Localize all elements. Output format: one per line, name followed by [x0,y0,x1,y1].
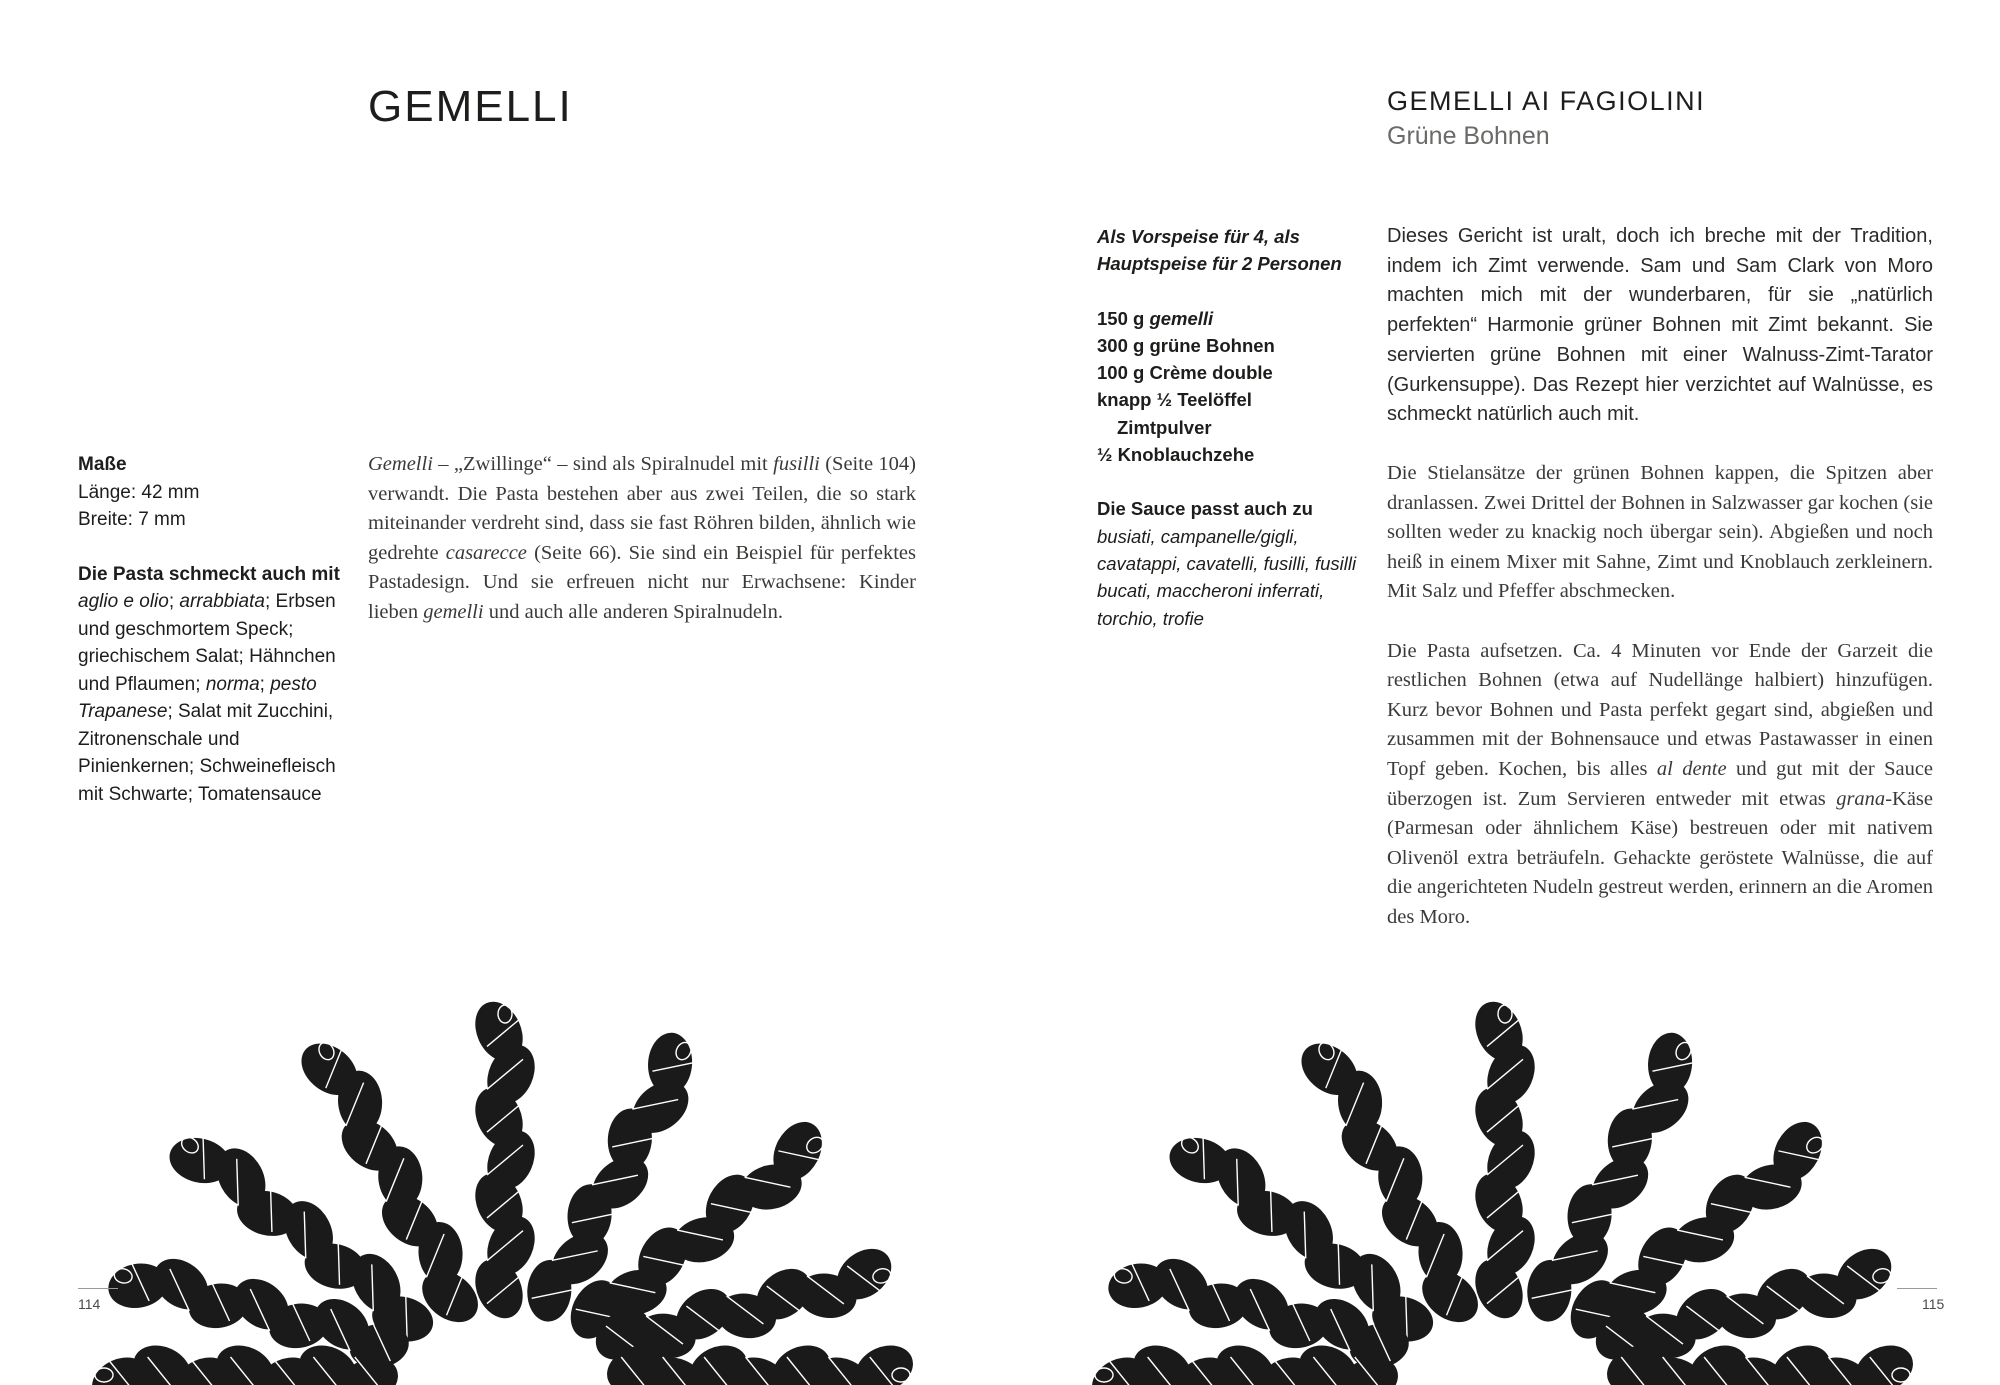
length-value: Länge: 42 mm [78,481,200,503]
right-page [1000,0,2000,1385]
page-title: GEMELLI [368,82,573,131]
page-number: 115 [1922,1296,1945,1312]
pasta-introduction [368,450,916,627]
pair-segment: norma [205,673,260,695]
pair-segment: pesto Trapanese [78,673,317,722]
pairs-heading: Die Pasta schmeckt auch mit [78,563,340,585]
intro-segment: casarecce [445,541,527,564]
intro-segment: gemelli [423,600,484,623]
gemelli-fan-illustration [1000,980,2000,1385]
intro-segment: (Seite 66). Sie sind ein Beispiel für perfektes Pastadesign. Und sie erfreuen nicht nur Erwachsene: Kinder lieben [368,541,916,623]
servings-line: Als Vorspeise für 4, als [1097,226,1300,247]
sauce-heading: Die Sauce passt auch zu [1097,498,1313,520]
pair-segment: ; Erbsen und geschmortem Speck; griechischem Salat; Hähnchen und Pflaumen; [78,591,336,695]
method-step-2: Die Pasta aufsetzen. Ca. 4 Minuten vor Ende der Garzeit die restlichen Bohnen (etwa auf Nudellänge halbiert) hinzufügen. Kurz bevor Bohnen und Pasta perfekt gegart sind, abgießen und zusammen mit der Bohnensauce und etwas Pastawasser in einen Topf geben. Kochen, bis alles al dente und gut mit der Sauce überzogen ist. Zum Servieren entweder mit etwas grana-Käse (Parmesan oder ähnlichem Käse) bestreuen oder mit nativem Olivenöl extra beträufeln. Gehackte geröstete Walnüsse, die auf die angerichteten Nudeln gestreut werden, erinnern an die Aromen des Moro. [1387,639,1934,928]
intro-segment: fusilli [773,453,820,475]
recipe-intro [1387,222,1933,430]
recipe-intro-text: Dieses Gericht ist uralt, doch ich breche mit der Tradition, indem ich Zimt verwende. Sam und Sam Clark von Moro machten mich mit der wunderbaren, für sie „natürlich perfekten“ Harmonie grüner Bohnen mit Zimt bekannt. Sie servierten grüne Bohnen mit einer Walnuss-Zimt-Tarator (Gurkensuppe). Das Rezept hier verzichtet auf Walnüsse, es schmeckt natürlich auch mit. [1387,225,1933,426]
ingredient-item: ½ Knoblauchzehe [1097,444,1255,466]
pair-segment: aglio e olio [78,591,169,612]
ingredients-column [1097,223,1357,632]
width-value: Breite: 7 mm [78,509,186,530]
method-step-1: Die Stielansätze der grünen Bohnen kappen, die Spitzen aber dranlassen. Zwei Drittel der Bohnen in Salzwasser gar kochen (sie sollten weder zu knackig noch übergar sein). Abgießen und noch heiß in einem Mixer mit Sahne, Zimt und Knoblauch zerkleinern. Mit Salz und Pfeffer abschmecken. [1387,462,1933,603]
ingredient-item: knapp ½ Teelöffel [1097,389,1252,411]
pair-segment: ; Salat mit Zucchini, Zitronenschale und Pinienkernen; Schweinefleisch mit Schwarte; Tomatensauce [78,701,336,805]
intro-segment: und auch alle anderen Spiralnudeln. [483,600,783,623]
pasta-facts-sidebar [78,451,348,808]
sauce-alternatives: busiati, campanelle/gigli, cavatappi, cavatelli, fusilli, fusilli bucati, maccheroni inferrati, torchio, trofie [1097,525,1357,629]
pair-segment: ; [259,673,271,695]
servings-line: Hauptspeise für 2 Personen [1097,253,1342,275]
intro-segment: – „Zwillinge“ – sind als Spiralnudel mit [432,453,774,475]
pair-segment: ; [168,591,180,612]
ingredient-item: 150 g gemelli [1097,307,1214,329]
page-number: 114 [78,1296,101,1312]
intro-segment: (Seite 104) verwandt. Die Pasta bestehen aber aus zwei Teilen, die so stark miteinander verdreht sind, dass sie fast Röhren bilden, ähnlich wie gedrehte [368,453,916,564]
ingredient-item: 100 g Crème double [1097,362,1273,384]
recipe-subtitle: Grüne Bohnen [1387,122,1550,150]
page-number-rule [78,1288,118,1289]
recipe-title: GEMELLI AI FAGIOLINI [1387,86,1706,116]
recipe-method [1387,459,1933,962]
page-number-rule [1897,1288,1937,1289]
pair-segment: arrabbiata [179,591,265,612]
ingredient-item: 300 g grüne Bohnen [1097,334,1275,356]
gemelli-fan-illustration [0,980,1000,1385]
pairs-list [78,588,348,808]
measures-heading: Maße [78,454,127,475]
ingredient-item: Zimtpulver [1117,416,1212,438]
intro-segment: Gemelli [368,453,433,475]
